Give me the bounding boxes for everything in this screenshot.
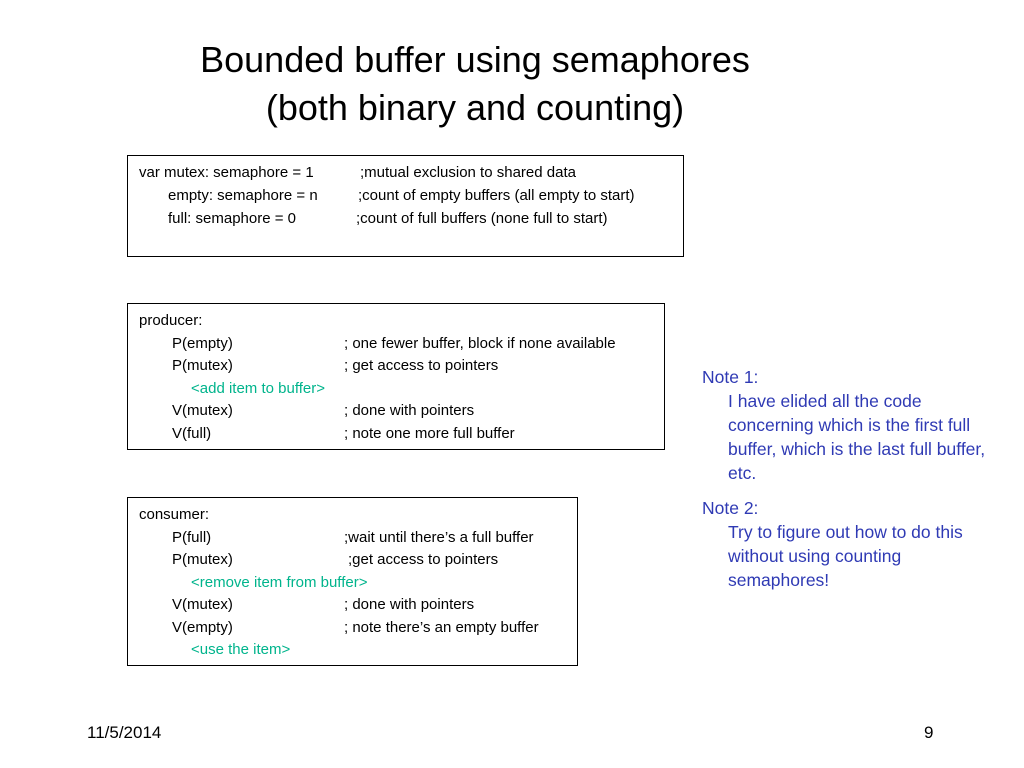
- consumer-line-code: V(empty): [172, 619, 233, 636]
- producer-line-comment: ; one fewer buffer, block if none available: [344, 335, 616, 352]
- consumer-line-comment: ; note there’s an empty buffer: [344, 619, 539, 636]
- producer-line-code: P(mutex): [172, 357, 233, 374]
- declaration-comment: ;count of full buffers (none full to start): [356, 210, 608, 227]
- footer-date: 11/5/2014: [87, 723, 162, 742]
- title-line-1: Bounded buffer using semaphores: [200, 39, 750, 80]
- slide-title: [0, 36, 950, 132]
- consumer-line-comment: ; done with pointers: [344, 596, 475, 613]
- note-1-heading: Note 1:: [702, 367, 759, 387]
- declaration-code: var mutex: semaphore = 1: [139, 164, 314, 181]
- consumer-line-comment: ;get access to pointers: [348, 551, 499, 568]
- title-line-2: (both binary and counting): [265, 87, 685, 128]
- producer-code-box: [127, 303, 665, 450]
- consumer-line-comment: ;wait until there’s a full buffer: [344, 529, 534, 546]
- declaration-comment: ;mutual exclusion to shared data: [360, 164, 576, 181]
- consumer-remove-item-placeholder: <remove item from buffer>: [191, 574, 368, 591]
- consumer-line-code: P(full): [172, 529, 212, 546]
- page-number: 9: [924, 723, 934, 742]
- notes-panel: [702, 365, 1002, 592]
- note-2-text: Try to figure out how to do this without using counting semaphores!: [728, 522, 963, 590]
- declaration-code: full: semaphore = 0: [168, 210, 296, 227]
- declaration-comment: ;count of empty buffers (all empty to start): [358, 187, 635, 204]
- declaration-code: empty: semaphore = n: [168, 187, 318, 204]
- consumer-code-box: [127, 497, 578, 666]
- producer-line-code: V(mutex): [172, 402, 233, 419]
- producer-line-comment: ; note one more full buffer: [344, 425, 515, 442]
- producer-header: producer:: [139, 312, 203, 329]
- consumer-use-item-placeholder: <use the item>: [191, 641, 291, 658]
- note-1-text: I have elided all the code concerning which is the first full buffer, which is the last full buffer, etc.: [728, 391, 986, 483]
- note-2-heading: Note 2:: [702, 498, 759, 518]
- producer-line-comment: ; get access to pointers: [344, 357, 499, 374]
- consumer-line-code: V(mutex): [172, 596, 233, 613]
- producer-add-item-placeholder: <add item to buffer>: [191, 380, 325, 397]
- semaphore-declarations-box: [127, 155, 684, 257]
- producer-line-comment: ; done with pointers: [344, 402, 475, 419]
- consumer-header: consumer:: [139, 506, 210, 523]
- consumer-line-code: P(mutex): [172, 551, 233, 568]
- producer-line-code: P(empty): [172, 335, 233, 352]
- producer-line-code: V(full): [172, 425, 212, 442]
